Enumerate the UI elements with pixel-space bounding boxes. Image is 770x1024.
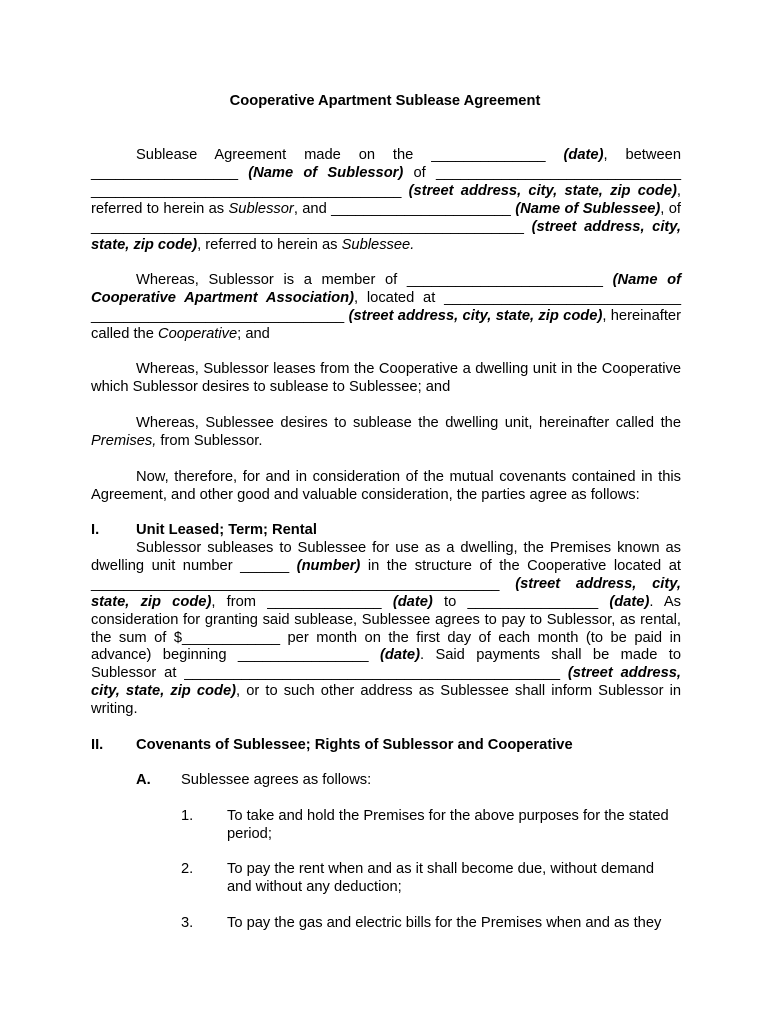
whereas-member-paragraph: Whereas, Sublessor is a member of ________________________ (Name of Cooperative Apartment Association), located at _____________________________ _______________________________ (street address, city, state, zip code), hereinafter called the Cooperative; and: [91, 272, 681, 342]
whereas-sublessee-paragraph: Whereas, Sublessee desires to sublease the dwelling unit, hereinafter called the Premises, from Sublessor.: [91, 415, 681, 449]
document-title: Cooperative Apartment Sublease Agreement: [229, 93, 541, 109]
subsection-a: A. Sublessee agrees as follows:: [136, 772, 372, 788]
section-2-heading: II. Covenants of Sublessee; Rights of Sublessor and Cooperative: [91, 737, 573, 753]
list-item: 3. To pay the gas and electric bills for the Premises when and as they: [181, 915, 662, 931]
now-therefore-paragraph: Now, therefore, for and in consideration of the mutual covenants contained in this Agreement, and other good and valuable consideration, the parties agree as follows:: [91, 469, 681, 503]
list-item: 2. To pay the rent when and as it shall become due, without demand and without any deduction;: [181, 861, 655, 895]
list-item: 1. To take and hold the Premises for the above purposes for the stated period;: [181, 808, 669, 842]
section-1-body: Sublessor subleases to Sublessee for use as a dwelling, the Premises known as dwelling unit number ______ (number) in the structure of the Cooperative located at __________________________________________________ (street address, city, state, zip code), from ______________ (date) to ________________ (date). As consideration for granting said sublease, Sublessee agrees to pay to Sublessor, as rental, the sum of $____________ per month on the first day of each month (to be paid in advance) beginning ________________ (date). Said payments shall be made to Sublessor at ______________________________________________ (street address, city, state, zip code), or to such other address as Sublessee shall inform Sublessor in writing.: [91, 540, 681, 718]
whereas-leases-paragraph: Whereas, Sublessor leases from the Cooperative a dwelling unit in the Cooperative which Sublessor desires to sublease to Sublessee; and: [91, 361, 681, 395]
parties-paragraph: Sublease Agreement made on the ______________ (date), between __________________ (Name of Sublessor) of ______________________________ ______________________________________ (street address, city, state, zip code), referred to herein as Sublessor, and ______________________ (Name of Sublessee), of _____________________________________________________ (street address, city, state, zip code), referred to herein as Sublessee.: [91, 147, 681, 253]
section-1-heading: I. Unit Leased; Term; Rental: [91, 522, 317, 538]
